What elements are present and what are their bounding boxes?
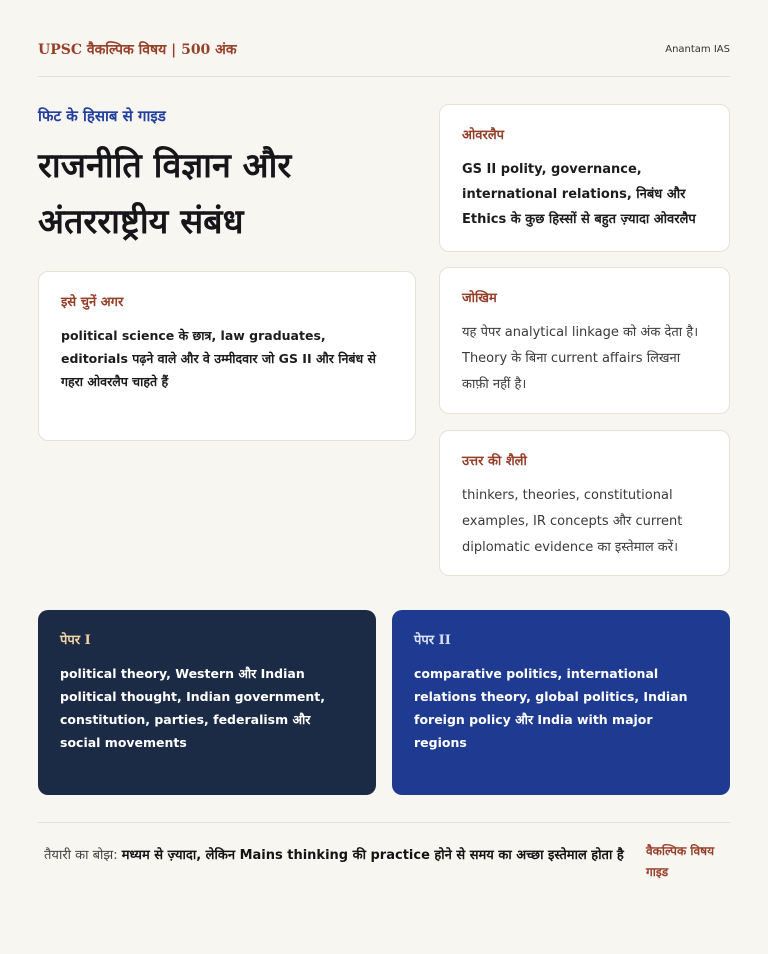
paper-2-text: comparative politics, international relations theory, global politics, Indian foreign policy और India with major regions — [414, 666, 688, 750]
answer-style-card — [439, 430, 730, 576]
overlap-card — [439, 104, 730, 252]
organization-name: Anantam IAS — [665, 44, 730, 55]
page-header — [38, 36, 730, 77]
paper-1-card — [38, 610, 376, 795]
preparation-load — [44, 843, 634, 869]
page-footer — [38, 822, 730, 913]
overlap-text: GS II polity, governance, international relations, निबंध और Ethics के कुछ हिस्सों से बहुत ज़्यादा ओवरलैप — [462, 162, 696, 227]
risk-text: यह पेपर analytical linkage को अंक देता है। Theory के बिना current affairs लिखना काफ़ी नहीं है। — [462, 325, 699, 392]
answer-style-label: उत्तर की शैली — [462, 454, 527, 469]
choose-if-text: political science के छात्र, law graduates, editorials पढ़ने वाले और वे उम्मीदवार जो GS II और निबंध से गहरा ओवरलैप चाहते हैं — [61, 328, 377, 389]
brand-title: UPSC वैकल्पिक विषय | 500 अंक — [38, 42, 237, 58]
answer-style-text: thinkers, theories, constitutional examples, IR concepts और current diplomatic evidence का इस्तेमाल करें। — [462, 488, 683, 555]
risk-label: जोखिम — [462, 291, 497, 306]
guide-kicker: फिट के हिसाब से गाइड — [38, 107, 166, 125]
paper-1-text: political theory, Western और Indian political thought, Indian government, constitution, parties, federalism और social movements — [60, 666, 325, 750]
preparation-load-value: मध्यम से ज़्यादा, लेकिन Mains thinking की practice होने से समय का अच्छा इस्तेमाल होता है — [121, 848, 624, 863]
paper-1-label: पेपर I — [60, 633, 91, 648]
risk-card — [439, 267, 730, 414]
page-title: राजनीति विज्ञान और अंतरराष्ट्रीय संबंध — [38, 146, 292, 242]
choose-if-card — [38, 271, 416, 441]
paper-2-card — [392, 610, 730, 795]
guide-tag: वैकल्पिक विषय गाइड — [646, 844, 715, 879]
choose-if-label: इसे चुनें अगर — [61, 295, 124, 310]
paper-2-label: पेपर II — [414, 633, 451, 648]
overlap-label: ओवरलैप — [462, 128, 505, 143]
preparation-load-label: तैयारी का बोझ: — [44, 848, 118, 863]
